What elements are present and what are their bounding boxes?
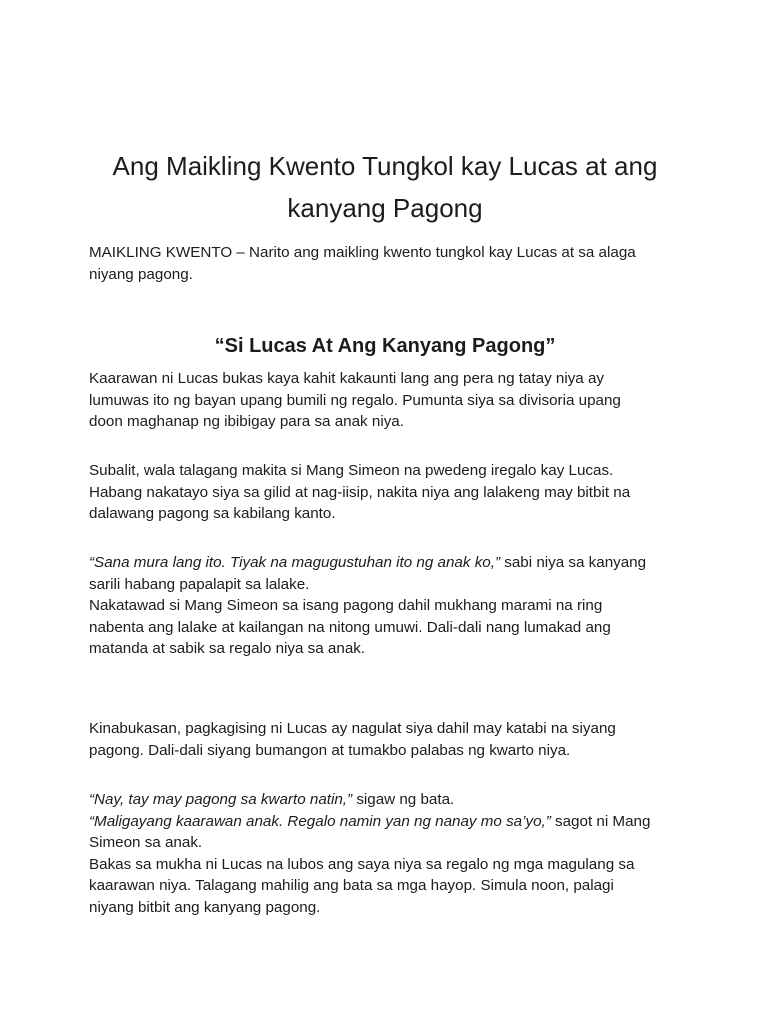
paragraph-3-line-1-rest: sabi niya sa kanyang: [500, 554, 647, 571]
document-title-line-2: kanyang Pagong: [287, 193, 483, 223]
paragraph-3-quote: “Sana mura lang ito. Tiyak na magugustuhan ito ng anak ko,”: [89, 554, 501, 571]
paragraph-3-line-3: Nakatawad si Mang Simeon sa isang pagong dahil mukhang marami na ring: [89, 597, 603, 615]
paragraph-2-line-1: Subalit, wala talagang makita si Mang Simeon na pwedeng iregalo kay Lucas.: [89, 462, 614, 479]
paragraph-3-line-4: nabenta ang lalake at kailangan na nitong umuwi. Dali-dali nang lumakad ang: [89, 618, 611, 636]
paragraph-5-line-3: Simeon sa anak.: [89, 834, 203, 852]
paragraph-5-line-1-rest: sigaw ng bata.: [352, 791, 455, 808]
paragraph-5-quote-1: “Nay, tay may pagong sa kwarto natin,”: [89, 791, 353, 808]
paragraph-5-line-2-rest: sagot ni Mang: [550, 812, 651, 830]
intro-line-2: niyang pagong.: [89, 265, 193, 283]
document-title: [80, 145, 690, 229]
paragraph-3-line-2: sarili habang papalapit sa lalake.: [89, 575, 310, 593]
document-title-line-1: Ang Maikling Kwento Tungkol kay Lucas at ang: [112, 151, 658, 181]
paragraph-1: [89, 368, 689, 433]
intro-line-1: MAIKLING KWENTO – Narito ang maikling kwento tungkol kay Lucas at sa alaga: [89, 244, 636, 261]
intro-paragraph: [89, 242, 689, 285]
paragraph-1-line-2: lumuwas ito ng bayan upang bumili ng regalo. Pumunta siya sa divisoria upang: [89, 391, 621, 409]
paragraph-5-line-5: kaarawan niya. Talagang mahilig ang bata sa mga hayop. Simula noon, palagi: [89, 877, 614, 895]
paragraph-5: [89, 789, 689, 919]
paragraph-2-line-2: Habang nakatayo siya sa gilid at nag-iisip, nakita niya ang lalakeng may bitbit na: [89, 483, 631, 501]
paragraph-4: [89, 718, 689, 761]
paragraph-3-line-1: [89, 552, 689, 574]
paragraph-1-line-1: Kaarawan ni Lucas bukas kaya kahit kakaunti lang ang pera ng tatay niya ay: [89, 370, 605, 387]
paragraph-3: [89, 552, 689, 660]
paragraph-2: [89, 460, 689, 525]
paragraph-5-line-1: [89, 789, 689, 811]
paragraph-4-line-1: Kinabukasan, pagkagising ni Lucas ay nagulat siya dahil may katabi na siyang: [89, 720, 616, 737]
paragraph-5-line-2: [89, 811, 689, 833]
paragraph-2-line-3: dalawang pagong sa kabilang kanto.: [89, 505, 336, 523]
paragraph-3-line-5: matanda at sabik sa regalo niya sa anak.: [89, 640, 366, 658]
story-title: “Si Lucas At Ang Kanyang Pagong”: [214, 335, 556, 357]
paragraph-5-line-4: Bakas sa mukha ni Lucas na lubos ang saya niya sa regalo ng mga magulang sa: [89, 855, 635, 873]
paragraph-5-quote-2: “Maligayang kaarawan anak. Regalo namin yan ng nanay mo sa’yo,”: [89, 812, 551, 830]
paragraph-1-line-3: doon maghanap ng ibibigay para sa anak niya.: [89, 413, 404, 431]
paragraph-5-line-6: niyang bitbit ang kanyang pagong.: [89, 898, 321, 916]
paragraph-4-line-2: pagong. Dali-dali siyang bumangon at tumakbo palabas ng kwarto niya.: [89, 741, 571, 759]
